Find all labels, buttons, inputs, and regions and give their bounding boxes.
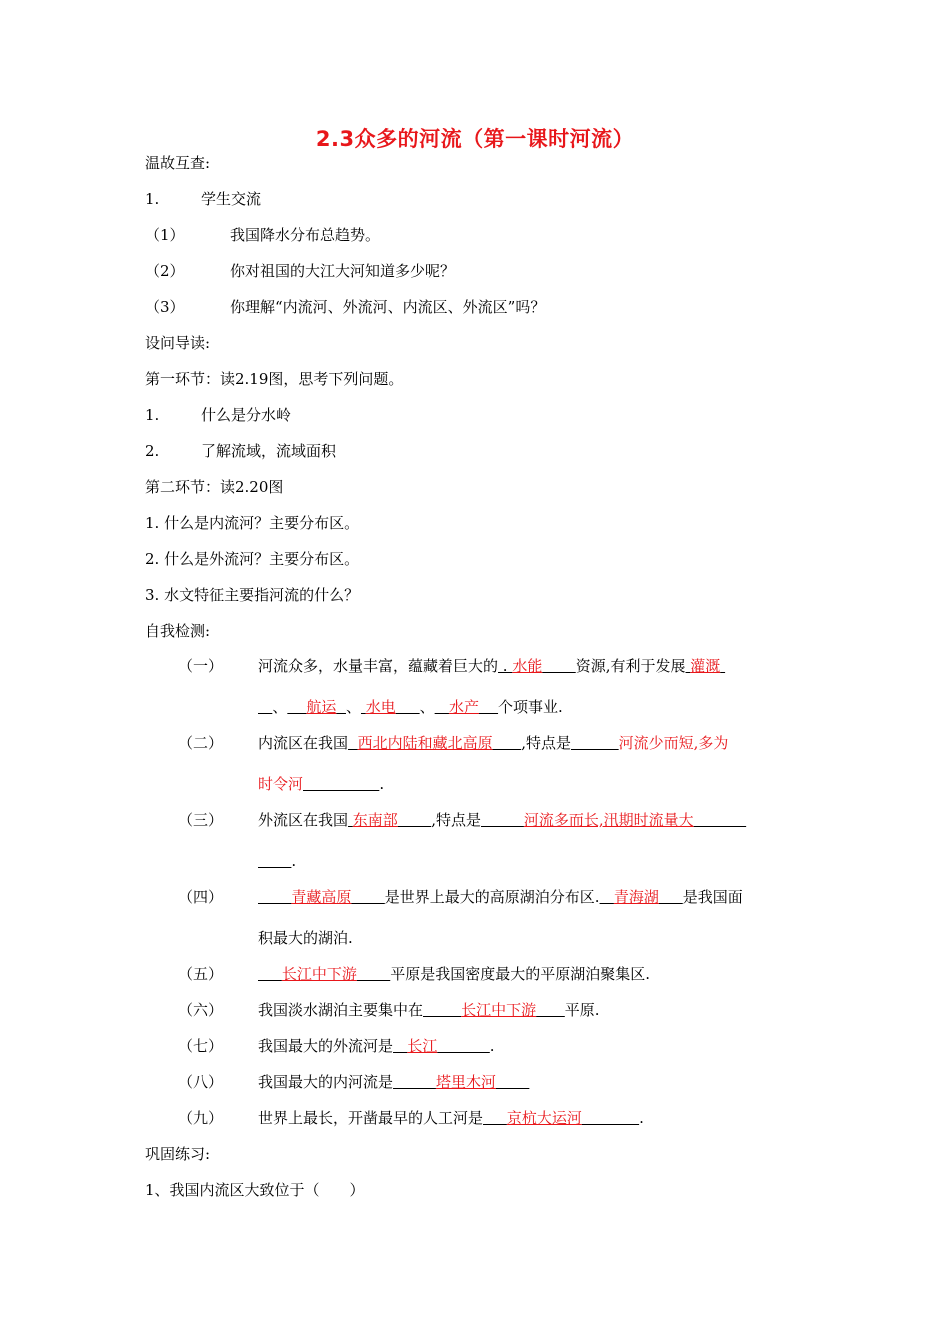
answer-blank: 水电 bbox=[365, 698, 396, 716]
item-number: 2. bbox=[145, 442, 160, 460]
review-item-1 bbox=[145, 189, 261, 209]
question-number: （八） bbox=[178, 1073, 224, 1091]
question-8 bbox=[258, 1072, 529, 1092]
review-sub-2 bbox=[145, 261, 455, 281]
answer-blank: 灌溉 bbox=[690, 657, 721, 675]
item-text: 你对祖国的大江大河知道多少呢？ bbox=[230, 262, 456, 280]
page-title: 2.3众多的河流（第一课时河流） bbox=[315, 127, 635, 151]
answer-blank: 航运 bbox=[306, 698, 337, 716]
question-2-line-2 bbox=[258, 774, 384, 794]
item-number: （1） bbox=[145, 226, 185, 244]
question-text: 、 bbox=[419, 698, 435, 716]
answer-blank: 长江中下游 bbox=[461, 1001, 537, 1019]
answer-blank: 青藏高原 bbox=[291, 888, 352, 906]
question-number: （二） bbox=[178, 734, 224, 752]
item-number: 1. bbox=[145, 190, 160, 208]
answer-blank: 河流多而长,汛期时流量大 bbox=[523, 811, 694, 829]
question-number: （九） bbox=[178, 1109, 224, 1127]
question-text: 世界上最长，开凿最早的人工河是 bbox=[258, 1109, 484, 1127]
question-number: （六） bbox=[178, 1001, 224, 1019]
guide-s2-item-2: 2. 什么是外流河？主要分布区。 bbox=[145, 550, 360, 568]
question-text: 外流区在我国 bbox=[258, 811, 349, 829]
review-sub-1 bbox=[145, 225, 380, 245]
question-text: 是我国面 bbox=[682, 888, 743, 906]
item-text: 了解流域，流域面积 bbox=[201, 442, 337, 460]
question-text: 是世界上最大的高原湖泊分布区. bbox=[384, 888, 600, 906]
practice-question-1: 1、我国内流区大致位于（ ） bbox=[145, 1181, 365, 1199]
question-text: 平原是我国密度最大的平原湖泊聚集区. bbox=[390, 965, 651, 983]
question-text: 河流众多，水量丰富，蕴藏着巨大的 bbox=[258, 657, 499, 675]
item-text: 我国降水分布总趋势。 bbox=[230, 226, 381, 244]
question-text: 、 bbox=[345, 698, 361, 716]
question-6 bbox=[258, 1000, 600, 1020]
question-3-line-2 bbox=[258, 851, 296, 871]
question-2-line-1 bbox=[258, 733, 728, 753]
answer-blank: 时令河 bbox=[258, 775, 304, 793]
question-number: （七） bbox=[178, 1037, 224, 1055]
question-text: . bbox=[379, 775, 385, 793]
question-text: 平原. bbox=[564, 1001, 600, 1019]
answer-blank: 长江 bbox=[407, 1037, 438, 1055]
guide-s2-item-3: 3. 水文特征主要指河流的什么？ bbox=[145, 586, 360, 604]
question-text: 我国淡水湖泊主要集中在 bbox=[258, 1001, 424, 1019]
item-text: 什么是分水岭 bbox=[201, 406, 292, 424]
item-text: 学生交流 bbox=[201, 190, 262, 208]
question-4-line-1 bbox=[258, 887, 743, 907]
question-text: ,特点是 bbox=[521, 734, 571, 752]
review-sub-3 bbox=[145, 297, 545, 317]
question-5 bbox=[258, 964, 650, 984]
question-text: 我国最大的内河流是 bbox=[258, 1073, 394, 1091]
item-number: （2） bbox=[145, 262, 185, 280]
question-9 bbox=[258, 1108, 644, 1128]
question-text: . bbox=[291, 852, 297, 870]
practice-heading: 巩固练习: bbox=[145, 1145, 211, 1163]
question-text: 我国最大的外流河是 bbox=[258, 1037, 394, 1055]
item-number: （3） bbox=[145, 298, 185, 316]
question-7 bbox=[258, 1036, 495, 1056]
question-4-line-2: 积最大的湖泊. bbox=[258, 929, 353, 947]
question-text: 内流区在我国 bbox=[258, 734, 349, 752]
question-text: . bbox=[489, 1037, 495, 1055]
question-number: （一） bbox=[178, 657, 224, 675]
self-check-heading: 自我检测: bbox=[145, 622, 211, 640]
answer-blank: 西北内陆和藏北高原 bbox=[357, 734, 493, 752]
guide-s1-item-2 bbox=[145, 441, 336, 461]
answer-blank: 河流少而短,多为 bbox=[618, 734, 729, 752]
question-number: （三） bbox=[178, 811, 224, 829]
guide-section-2: 第二环节：读2.20图 bbox=[145, 478, 284, 496]
answer-blank: 水能 bbox=[512, 657, 543, 675]
question-1-line-2 bbox=[258, 697, 563, 717]
guide-s2-item-1: 1. 什么是内流河？主要分布区。 bbox=[145, 514, 360, 532]
answer-blank: 青海湖 bbox=[613, 888, 659, 906]
question-text: 个项事业. bbox=[498, 698, 563, 716]
answer-blank: 长江中下游 bbox=[281, 965, 357, 983]
item-text: 你理解“内流河、外流河、内流区、外流区”吗？ bbox=[230, 298, 546, 316]
question-text: . bbox=[639, 1109, 644, 1127]
answer-blank: 东南部 bbox=[352, 811, 398, 829]
guide-s1-item-1 bbox=[145, 405, 291, 425]
question-number: （四） bbox=[178, 888, 224, 906]
item-number: 1. bbox=[145, 406, 160, 424]
question-1-line-1: 河流众多，水量丰富，蕴藏着巨大的 . 水能 资源,有利于发展 灌溉 bbox=[258, 657, 721, 675]
review-heading: 温故互查: bbox=[145, 154, 211, 172]
answer-blank: 京杭大运河 bbox=[506, 1109, 582, 1127]
question-text: 、 bbox=[272, 698, 288, 716]
answer-blank: 水产 bbox=[448, 698, 479, 716]
question-text: 资源,有利于发展 bbox=[575, 657, 686, 675]
question-text: ,特点是 bbox=[431, 811, 481, 829]
question-number: （五） bbox=[178, 965, 224, 983]
guide-heading: 设问导读: bbox=[145, 334, 211, 352]
answer-blank: 塔里木河 bbox=[435, 1073, 496, 1091]
question-3-line-1 bbox=[258, 810, 746, 830]
guide-section-1: 第一环节：读2.19图，思考下列问题。 bbox=[145, 370, 404, 388]
